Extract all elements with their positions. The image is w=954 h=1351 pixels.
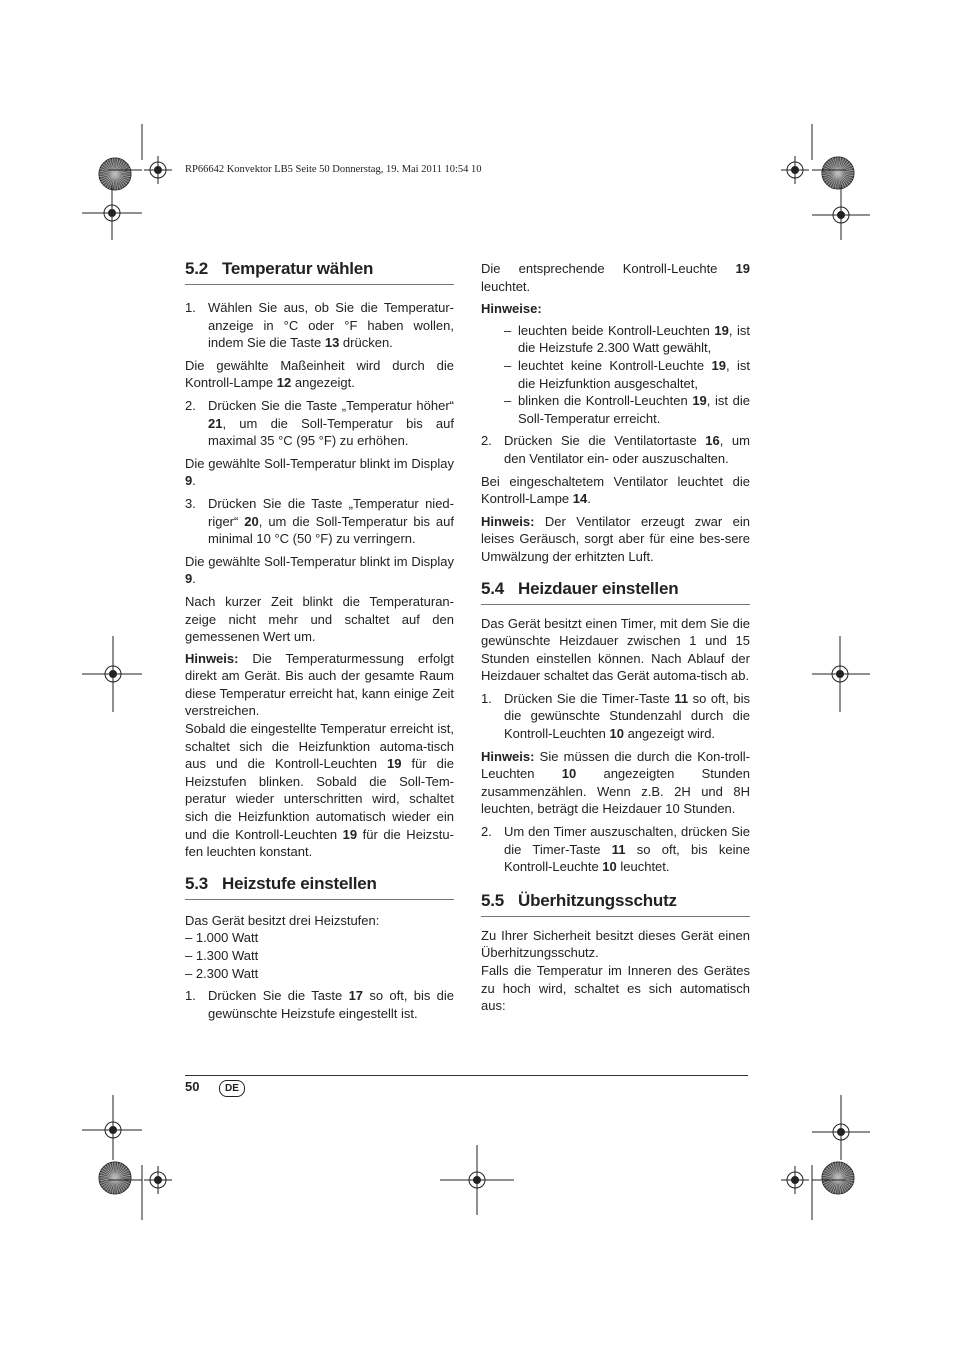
ref-number: 9	[185, 473, 193, 489]
left-column	[185, 258, 454, 1022]
ref-number: 11	[611, 841, 626, 857]
page-number: 50	[185, 1079, 200, 1094]
ref-number: 19	[735, 261, 750, 276]
list-number: 2.	[185, 397, 196, 413]
paragraph: Das Gerät besitzt drei Heizstufen:	[185, 912, 380, 928]
heat-level: – 2.300 Watt	[185, 965, 259, 981]
section-title: Heizstufe einstellen	[222, 873, 377, 893]
list-item: 1. Drücken Sie die Taste 17 so oft, bis die gewünschte Heizstufe eingestellt ist.	[185, 988, 454, 1021]
section-title: Temperatur wählen	[222, 259, 374, 278]
list-note: Die entsprechende Kontroll-Leuchte 19 leuchtet.	[481, 261, 750, 294]
list-note: Die gewählte Maßeinheit wird durch die Kontroll-Lampe 12 angezeigt.	[185, 357, 454, 391]
dash-item: – leuchten beide Kontroll-Leuchten 19, ist die Heizstufe 2.300 Watt gewählt,	[504, 322, 750, 356]
heat-level: – 1.000 Watt	[185, 930, 259, 946]
section-heading-5-4	[481, 578, 750, 605]
note-label: Hinweis:	[481, 513, 535, 529]
note-paragraph: Hinweis: Sie müssen die durch die Kon-troll-Leuchten 10 angezeigten Stunden zusammenzählen. Wenn z.B. 2H und 8H leuchten, beträgt die Heizdauer 10 Stunden.	[481, 748, 750, 817]
list-note: Die gewählte Soll-Temperatur blinkt im Display 9.	[185, 455, 454, 489]
list-item	[185, 299, 454, 352]
ref-number: 12	[276, 375, 292, 391]
list-number: 2.	[481, 433, 492, 449]
ref-number: 10	[561, 766, 577, 782]
list-number: 2.	[481, 824, 492, 840]
dash-item: – leuchtet keine Kontroll-Leuchte 19, ist die Heizfunktion ausgeschaltet,	[504, 357, 750, 391]
list-item: 3. Drücken Sie die Taste „Temperatur nied-riger“ 20, um die Soll-Temperatur bis auf minimal 10 °C (50 °F) zu verringern.	[185, 495, 454, 547]
section-number: 5.4	[481, 578, 505, 598]
section-heading-5-3	[185, 873, 454, 900]
ref-number: 10	[609, 726, 624, 742]
section-number: 5.5	[481, 890, 505, 910]
text: drücken.	[339, 335, 393, 351]
heat-level: – 1.300 Watt	[185, 948, 259, 963]
note-label: Hinweis:	[185, 650, 239, 666]
ref-number: 14	[572, 491, 588, 507]
section-title: Heizdauer einstellen	[518, 578, 679, 598]
section-number: 5.3	[185, 873, 209, 893]
section-heading-5-5	[481, 890, 750, 917]
ref-number: 13	[324, 335, 340, 351]
list-item: 2. Drücken Sie die Taste „Temperatur höher“ 21, um die Soll-Temperatur bis auf maximal 35 °C (95 °F) zu erhöhen.	[185, 397, 454, 449]
list-item: 2. Drücken Sie die Ventilatortaste 16, um den Ventilator ein- oder auszuschalten.	[481, 433, 750, 466]
list-note: Die gewählte Soll-Temperatur blinkt im Display 9.	[185, 553, 454, 587]
list-number: 1.	[481, 690, 492, 706]
note-paragraph: Hinweis: Die Temperaturmessung erfolgt direkt am Gerät. Bis auch der gesamte Raum diese Temperatur erreicht hat, kann einige Zeit verstreichen.	[185, 650, 454, 719]
ref-number: 10	[602, 859, 617, 875]
list-note: Bei eingeschaltetem Ventilator leuchtet die Kontroll-Lampe 14.	[481, 473, 750, 507]
ref-number: 19	[714, 322, 729, 338]
print-slug: RP66642 Konvektor LB5 Seite 50 Donnerstag, 19. Mai 2011 10:54 10	[185, 164, 482, 175]
list-number: 1.	[185, 988, 196, 1004]
ref-number: 11	[674, 690, 689, 706]
ref-number: 19	[342, 826, 358, 842]
list-item: 2. Um den Timer auszuschalten, drücken Sie die Timer-Taste 11 so oft, bis keine Kontroll-Leuchte 10 leuchtet.	[481, 824, 750, 875]
ref-number: 19	[711, 357, 726, 373]
dash-item: – blinken die Kontroll-Leuchten 19, ist die Soll-Temperatur erreicht.	[504, 393, 751, 426]
ref-number: 16	[705, 433, 720, 449]
note-label: Hinweis:	[481, 748, 535, 764]
section-title: Überhitzungsschutz	[518, 890, 677, 910]
section-number: 5.2	[185, 259, 209, 278]
paragraph: Falls die Temperatur im Inneren des Gerätes zu hoch wird, schaltet es sich automatisch aus:	[481, 963, 750, 1014]
ref-number: 9	[185, 571, 193, 587]
ref-number: 19	[692, 393, 707, 409]
paragraph: Das Gerät besitzt einen Timer, mit dem Sie die gewünschte Heizdauer zwischen 1 und 15 Stunden einstellen können. Nach Ablauf der Heizdauer schaltet das Gerät automa-tisch ab.	[481, 615, 750, 684]
language-badge: DE	[219, 1080, 245, 1097]
notes-label: Hinweise:	[481, 301, 542, 317]
ref-number: 20	[244, 513, 259, 529]
list-number: 3.	[185, 495, 196, 511]
paragraph: Sobald die eingestellte Temperatur erreicht ist, schaltet sich die Heizfunktion automa-tisch aus und die Kontroll-Leuchten 19 für die Heizstufen blinken. Sobald die Soll-Tem-peratur wieder unterschritten wird, schaltet sich die Heizfunktion automatisch wieder ein und die Kontroll-Leuchten 19 für die Heizstu-fen leuchten konstant.	[185, 721, 454, 860]
list-item: 1. Drücken Sie die Timer-Taste 11 so oft, bis die gewünschte Stundenzahl durch die Kontroll-Leuchten 10 angezeigt wird.	[481, 690, 750, 742]
paragraph: Zu Ihrer Sicherheit besitzt dieses Gerät einen Überhitzungsschutz.	[481, 927, 750, 961]
footer-rule	[185, 1075, 748, 1076]
note-paragraph: Hinweis: Der Ventilator erzeugt zwar ein leises Geräusch, sorgt aber für eine bes-sere Umwälzung der erhitzten Luft.	[481, 513, 750, 564]
section-heading-5-2	[185, 258, 454, 285]
ref-number: 21	[208, 415, 223, 431]
list-number: 1.	[185, 300, 196, 315]
text: Wählen Sie aus, ob Sie die Temperatur-anzeige in °C oder °F haben wollen, indem Sie die Taste	[208, 300, 454, 351]
ref-number: 19	[386, 756, 402, 772]
ref-number: 17	[348, 988, 364, 1004]
right-column	[481, 260, 750, 1015]
paragraph: Nach kurzer Zeit blinkt die Temperaturan-zeige nicht mehr und schaltet auf den gemessenen Wert um.	[185, 593, 454, 645]
